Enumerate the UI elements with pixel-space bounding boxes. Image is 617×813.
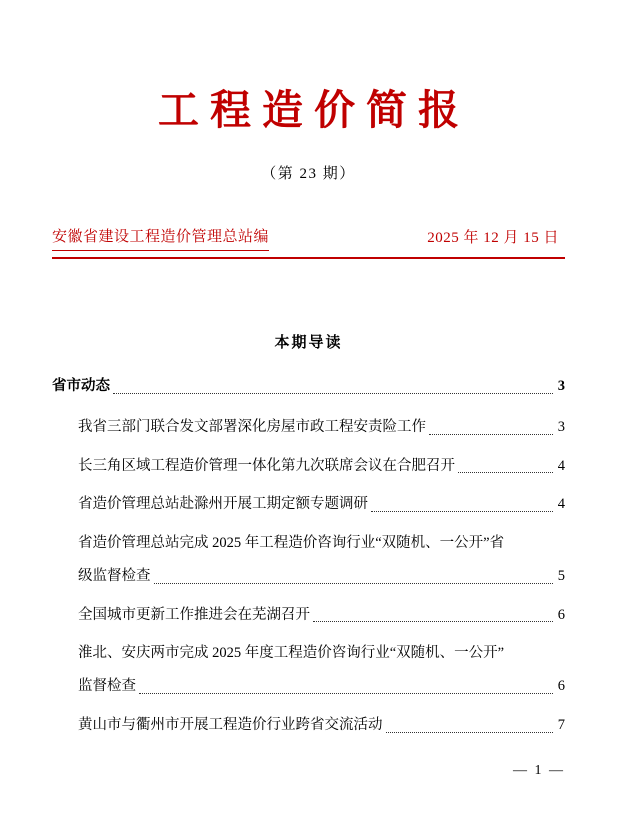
toc-entry-item[interactable] — [52, 456, 565, 478]
publisher-row — [52, 227, 565, 251]
toc-entry-label-continued: 监督检查 — [78, 678, 136, 695]
table-of-contents — [52, 376, 565, 737]
toc-leader — [458, 472, 553, 473]
toc-entry-item[interactable] — [52, 533, 565, 588]
toc-entry-page: 3 — [557, 418, 565, 435]
toc-entry-label: 全国城市更新工作推进会在芜湖召开 — [78, 606, 310, 623]
toc-leader — [371, 511, 553, 512]
issue-number: （第 23 期） — [261, 166, 356, 183]
toc-entry-item[interactable] — [52, 605, 565, 627]
page-number: — 1 — — [513, 763, 565, 778]
toc-entry-item[interactable] — [52, 715, 565, 737]
toc-entry-section[interactable] — [52, 376, 565, 398]
toc-entry-page: 5 — [557, 567, 565, 584]
toc-leader — [386, 732, 553, 733]
toc-entry-label: 我省三部门联合发文部署深化房屋市政工程安责险工作 — [78, 418, 426, 435]
publisher-organization: 安徽省建设工程造价管理总站编 — [52, 227, 269, 251]
toc-leader — [113, 393, 553, 394]
toc-entry-label: 淮北、安庆两市完成 2025 年度工程造价咨询行业“双随机、一公开” — [78, 645, 505, 662]
toc-leader — [313, 621, 553, 622]
toc-entry-label-continued: 级监督检查 — [78, 567, 151, 584]
toc-entry-label: 省造价管理总站赴滁州开展工期定额专题调研 — [78, 496, 368, 513]
contents-heading: 本期导读 — [274, 335, 343, 352]
toc-entry-page: 4 — [557, 457, 565, 474]
toc-entry-item[interactable] — [52, 417, 565, 439]
toc-leader — [154, 583, 553, 584]
publication-date: 2025 年 12 月 15 日 — [427, 230, 559, 247]
toc-leader — [139, 693, 553, 694]
toc-entry-page: 3 — [557, 378, 565, 395]
toc-entry-page: 7 — [557, 716, 565, 733]
toc-entry-label: 黄山市与衢州市开展工程造价行业跨省交流活动 — [78, 716, 383, 733]
toc-entry-item[interactable] — [52, 494, 565, 516]
toc-entry-page: 6 — [557, 606, 565, 623]
toc-entry-page: 4 — [557, 496, 565, 513]
toc-leader — [429, 434, 553, 435]
publication-title: 工程造价简报 — [158, 86, 470, 134]
toc-entry-label: 省市动态 — [52, 378, 110, 395]
header-rule — [52, 257, 565, 259]
masthead — [52, 0, 565, 183]
toc-entry-label: 省造价管理总站完成 2025 年工程造价咨询行业“双随机、一公开”省 — [78, 535, 505, 552]
toc-entry-label: 长三角区域工程造价管理一体化第九次联席会议在合肥召开 — [78, 457, 455, 474]
toc-entry-item[interactable] — [52, 643, 565, 698]
toc-entry-page: 6 — [557, 678, 565, 695]
